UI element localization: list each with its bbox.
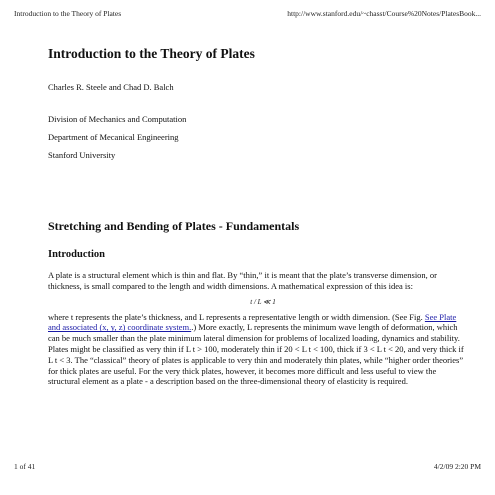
footer-page-count: 1 of 41 [14, 462, 36, 471]
affiliation-department: Department of Mecanical Engineering [48, 132, 179, 142]
print-header [14, 9, 481, 18]
print-footer [14, 462, 481, 471]
para2-text-end: .) More exactly, L represents the minimum wave length of deformation, which can be much smaller than the plate minimum lateral dimension for problems of localized loading, dynamics and stability. Plates might be classified as very thin if L t > 100, moderately thin if 20 < L t < 100, thick if 3 < L t < 20, and very thick if L t < 3. The “classical” theory of plates is applicable to very thin and moderately thin plates, while “higher order theories” for thick plates are useful. For the very thick plates, however, it becomes more difficult and less useful to view the structural element as a plate - a description based on the three-dimensional theory of elasticity is required. [48, 322, 464, 387]
affiliations [48, 110, 468, 164]
thinness-equation: t / L ≪ 1 [250, 297, 276, 306]
subsection-title: Introduction [48, 249, 105, 260]
classification-paragraph [48, 312, 468, 388]
para2-text-start: where t represents the plate’s thickness, and L represents a representative length or width dimension. (See Fig. [48, 311, 425, 322]
document-title: Introduction to the Theory of Plates [48, 46, 255, 61]
footer-timestamp: 4/2/09 2:20 PM [433, 462, 481, 471]
section-title: Stretching and Bending of Plates - Fundamentals [48, 219, 300, 233]
affiliation-division: Division of Mechanics and Computation [48, 114, 187, 124]
affiliation-university: Stanford University [48, 150, 116, 160]
intro-paragraph: A plate is a structural element which is thin and flat. By “thin,” it is meant that the plate’s transverse dimension, or thickness, is small compared to the length and width dimensions. A mathematical expression of this idea is: [48, 270, 438, 291]
figure-link[interactable]: See Plate and associated (x, y, z) coordinate system. [48, 311, 457, 333]
header-page-title: Introduction to the Theory of Plates [14, 9, 122, 18]
authors: Charles R. Steele and Chad D. Balch [48, 82, 174, 92]
header-url: http://www.stanford.edu/~chasst/Course%20Notes/PlatesBook... [287, 9, 481, 18]
document-body [48, 46, 468, 387]
